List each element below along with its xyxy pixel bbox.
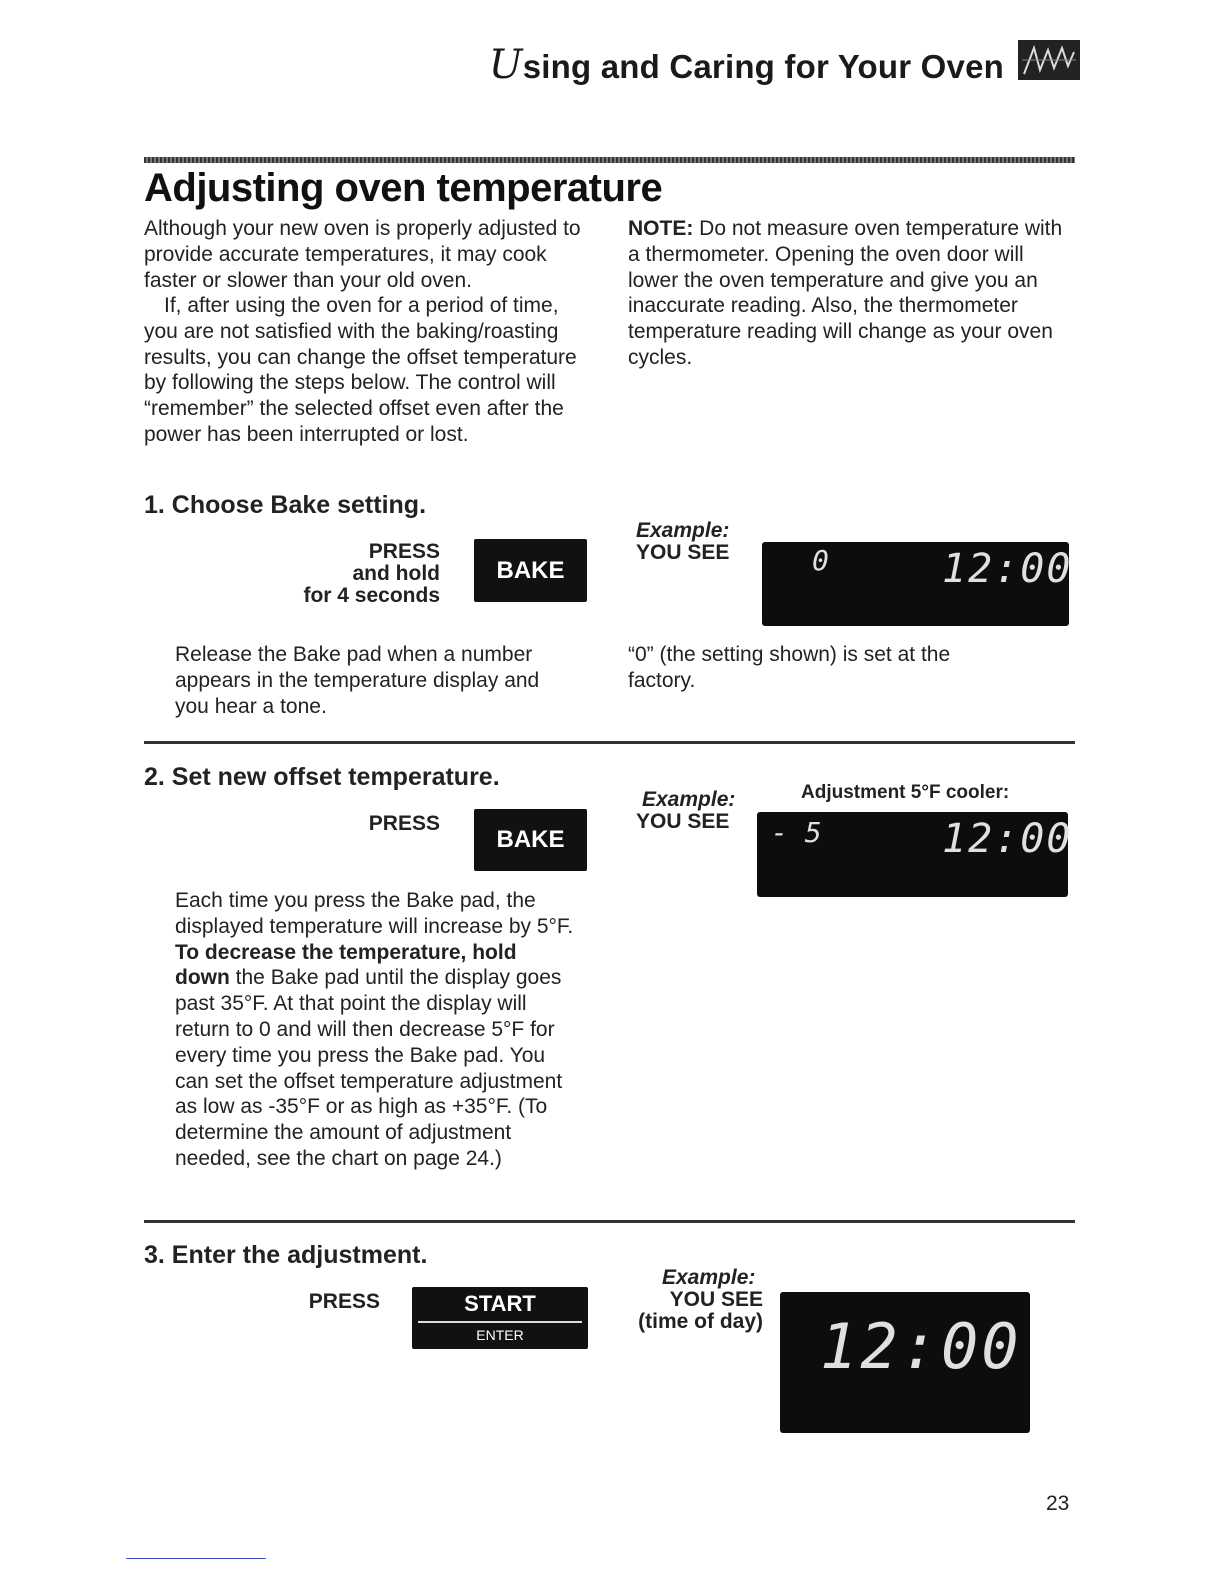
- intro-paragraph-2: If, after using the oven for a period of time, you are not satisfied with the baking/roasting results, you can change the offset temperature by following the steps below. The control will “remember” the selected offset even after the power has been interrupted or lost.: [144, 294, 577, 446]
- step1-body: Release the Bake pad when a number appears in the temperature display and you hear a tone.: [175, 643, 540, 718]
- step2-example-label: Example:: [642, 788, 736, 811]
- step3-you-see-group: [628, 1289, 763, 1333]
- step2-heading: 2. Set new offset temperature.: [144, 763, 500, 791]
- step2-press-label: PRESS: [368, 812, 440, 835]
- step1-press-label: PRESS: [368, 540, 440, 563]
- step1-oven-display: [762, 542, 1073, 626]
- bottom-underline: [126, 1558, 266, 1559]
- note-label: NOTE:: [628, 217, 694, 240]
- header-title-rest: sing and Caring for Your Oven: [522, 48, 1004, 85]
- title-rule: [144, 157, 1075, 163]
- note-paragraph: [628, 216, 1076, 371]
- step1-divider: [144, 741, 1075, 744]
- step2-oven-display: [757, 812, 1073, 897]
- step2-you-see-label: YOU SEE: [636, 810, 730, 833]
- step1-press-instruction: [240, 541, 440, 607]
- bake-key-step1[interactable]: BAKE: [474, 539, 587, 602]
- step2-display-temperature: - 5: [771, 816, 822, 849]
- oven-emblem-icon: [1018, 40, 1080, 80]
- step1-display-temperature: 0: [812, 544, 829, 577]
- step3-press-label: PRESS: [308, 1290, 380, 1313]
- step2-adjustment-label: Adjustment 5°F cooler:: [801, 782, 1010, 803]
- bake-key-step2[interactable]: BAKE: [474, 809, 587, 871]
- step1-example-label: Example:: [636, 519, 730, 542]
- start-enter-key[interactable]: [412, 1287, 588, 1349]
- step2-body: [175, 888, 575, 1172]
- step2-body-part-a: Each time you press the Bake pad, the displayed temperature will increase by 5°F.: [175, 889, 574, 938]
- note-text: Do not measure oven temperature with a thermometer. Opening the oven door will lower the oven temperature and give you an inaccurate reading. Also, the thermometer temperature reading will change as your oven cycles.: [628, 217, 1063, 369]
- section-header-title: [489, 42, 1004, 88]
- step2-divider: [144, 1220, 1075, 1223]
- step3-example-label: Example:: [662, 1266, 756, 1289]
- step1-display-clock: 12:00: [942, 546, 1073, 592]
- step1-and-hold-label: and hold: [352, 562, 440, 585]
- step1-heading: 1. Choose Bake setting.: [144, 491, 427, 519]
- step1-you-see-label: YOU SEE: [636, 541, 730, 564]
- step3-display-clock: 12:00: [820, 1310, 1022, 1383]
- intro-paragraph-1: Although your new oven is properly adjusted to provide accurate temperatures, it may cook faster or slower than your old oven.: [144, 217, 581, 292]
- page-title: Adjusting oven temperature: [144, 166, 663, 210]
- step3-heading: 3. Enter the adjustment.: [144, 1241, 428, 1269]
- step2-body-part-b: the Bake pad until the display goes past 35°F. At that point the display will return to 0 and will then decrease 5°F for every time you press the Bake pad. You can set the offset temperature adjustment as low as -35°F or as high as +35°F. (To determine the amount of adjustment needed, see the chart on page 24.): [175, 966, 563, 1170]
- page-number: 23: [1046, 1492, 1070, 1515]
- step1-seconds-label: for 4 seconds: [303, 584, 440, 607]
- start-key-label: START: [464, 1291, 536, 1316]
- step2-body-emphasis: To decrease the temperature, hold down: [175, 940, 517, 990]
- step1-caption: “0” (the setting shown) is set at the factory.: [628, 643, 951, 692]
- step2-display-clock: 12:00: [942, 816, 1073, 862]
- step3-you-see-label: YOU SEE: [669, 1288, 763, 1311]
- step3-time-of-day-label: (time of day): [638, 1310, 763, 1333]
- header-title-initial: U: [488, 42, 523, 88]
- step3-oven-display: [780, 1292, 1030, 1433]
- enter-key-label: ENTER: [476, 1327, 524, 1343]
